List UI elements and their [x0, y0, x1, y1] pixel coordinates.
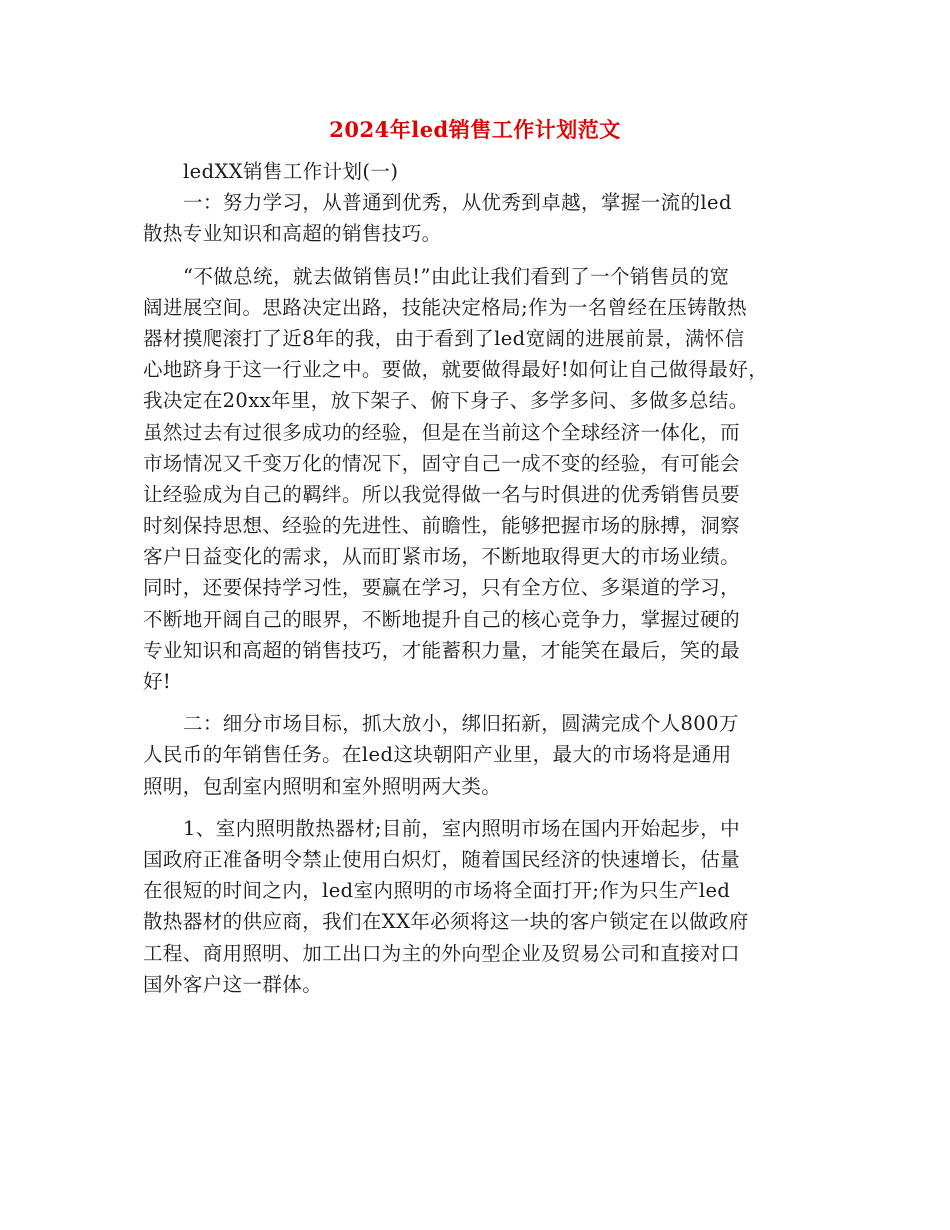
text-line: 专业知识和高超的销售技巧，才能蓄积力量，才能笑在最后，笑的最	[143, 638, 741, 662]
text-line: 国外客户这一群体。	[143, 972, 323, 996]
text-line: 市场情况又千变万化的情况下，固守自己一成不变的经验，有可能会	[143, 451, 741, 475]
text-line: 人民币的年销售任务。在led这块朝阳产业里，最大的市场将是通用	[143, 743, 732, 767]
document-body	[143, 156, 823, 1000]
paragraph-1	[143, 261, 823, 698]
text-line: 时刻保持思想、经验的先进性、前瞻性，能够把握市场的脉搏，洞察	[143, 514, 741, 538]
text-line: “不做总统，就去做销售员!”由此让我们看到了一个销售员的宽	[183, 264, 730, 288]
text-line: 虽然过去有过很多成功的经验，但是在当前这个全球经济一体化，而	[143, 420, 741, 444]
text-line: 国政府正准备明令禁止使用白炽灯，随着国民经济的快速增长，估量	[143, 847, 741, 871]
document-title: 2024年led销售工作计划范文	[329, 117, 621, 142]
text-line: 客户日益变化的需求，从而盯紧市场，不断地取得更大的市场业绩。	[143, 545, 741, 569]
section-1	[143, 187, 823, 249]
text-line: 散热器材的供应商，我们在XX年必须将这一块的客户锁定在以做政府	[143, 910, 749, 934]
section-2	[143, 708, 823, 802]
text-line: 一：努力学习，从普通到优秀，从优秀到卓越，掌握一流的led	[183, 191, 732, 215]
text-line: 散热专业知识和高超的销售技巧。	[143, 222, 442, 246]
text-line: 好!	[143, 670, 172, 693]
text-line: 照明，包刮室内照明和室外照明两大类。	[143, 774, 502, 798]
paragraph-2	[143, 813, 823, 1000]
text-line: 1、室内照明散热器材;目前，室内照明市场在国内开始起步，中	[183, 816, 741, 840]
text-line: 我决定在20xx年里，放下架子、俯下身子、多学多问、多做多总结。	[143, 389, 749, 413]
text-line: 同时，还要保持学习性，要赢在学习，只有全方位、多渠道的学习，	[143, 576, 741, 600]
text-line: 不断地开阔自己的眼界，不断地提升自己的核心竞争力，掌握过硬的	[143, 607, 741, 631]
text-line: 工程、商用照明、加工出口为主的外向型企业及贸易公司和直接对口	[143, 941, 741, 965]
text-line: 心地跻身于这一行业之中。要做，就要做得最好!如何让自己做得最好，	[143, 358, 769, 382]
text-line: 在很短的时间之内，led室内照明的市场将全面打开;作为只生产led	[143, 879, 731, 903]
subtitle: ledXX销售工作计划(一)	[183, 160, 399, 183]
text-line: 器材摸爬滚打了近8年的我，由于看到了led宽阔的进展前景，满怀信	[143, 326, 745, 350]
text-line: 阔进展空间。思路决定出路，技能决定格局;作为一名曾经在压铸散热	[143, 295, 747, 319]
text-line: 让经验成为自己的羁绊。所以我觉得做一名与时俱进的优秀销售员要	[143, 482, 741, 506]
text-line: 二：细分市场目标，抓大放小，绑旧拓新，圆满完成个人800万	[183, 712, 739, 736]
